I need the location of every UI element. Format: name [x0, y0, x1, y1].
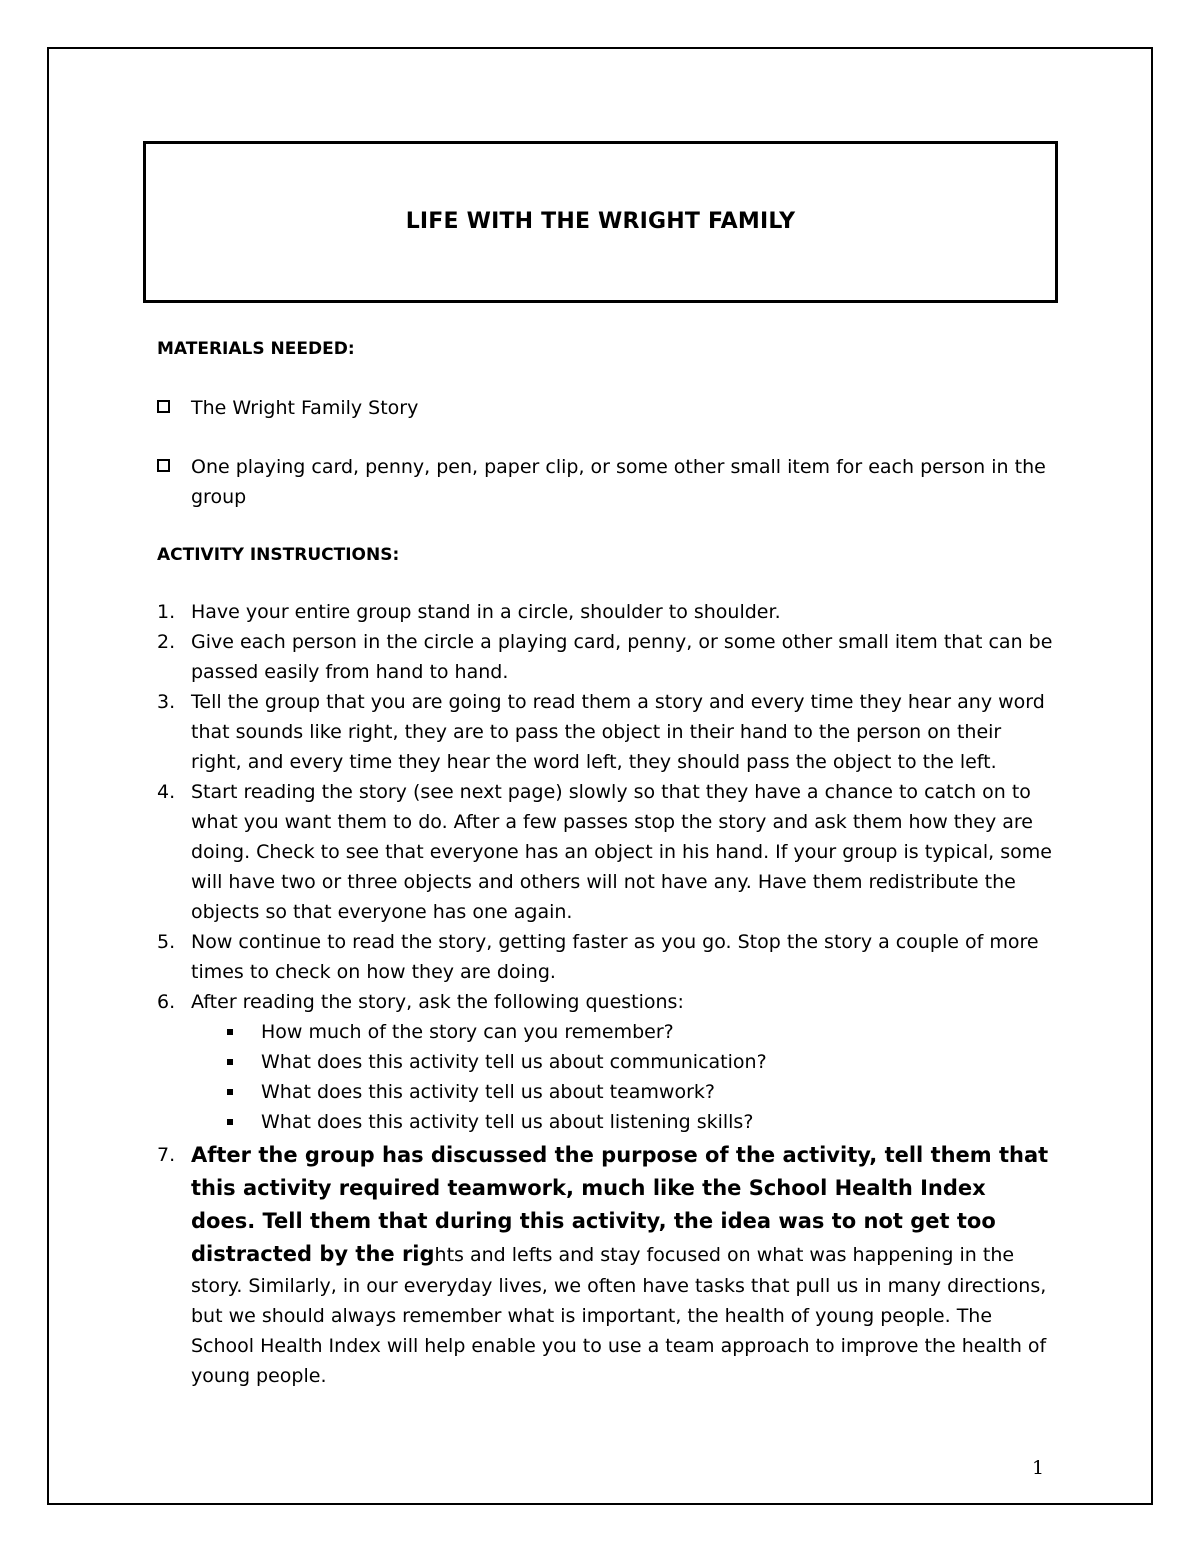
checkbox-icon — [157, 459, 170, 472]
step-item — [157, 597, 1057, 627]
step-text-bold: After the group has discussed the purpose of the activity, tell them that this activity required teamwork, much like the School Health Index does. Tell them that during this activity, the idea was to not get too distracted by the rig — [191, 1143, 1049, 1266]
step-number: 6. — [157, 991, 176, 1013]
step-item — [157, 777, 1057, 927]
materials-item-text: The Wright Family Story — [191, 397, 419, 419]
step-text: Tell the group that you are going to read them a story and every time they hear any word that sounds like right, they are to pass the object in their hand to the person on their right, and every time they hear the word left, they should pass the object to the left. — [191, 691, 1045, 773]
instructions-heading: ACTIVITY INSTRUCTIONS: — [157, 545, 400, 565]
step-item — [157, 987, 1057, 1137]
page-number: 1 — [1032, 1457, 1045, 1479]
bullet-icon — [227, 1029, 233, 1035]
step-item — [157, 627, 1057, 687]
step-item — [157, 927, 1057, 987]
instruction-steps — [157, 597, 1057, 1391]
question-text: How much of the story can you remember? — [261, 1021, 674, 1043]
step-number: 4. — [157, 781, 176, 803]
step-text: hts and lefts and stay focused on what was happening in the story. Similarly, in our everyday lives, we often have tasks that pull us in many directions, but we should always remember what is important, the health of young people. The School Health Index will help enable you to use a team approach to improve the health of young people. — [191, 1244, 1047, 1387]
materials-heading: MATERIALS NEEDED: — [157, 339, 355, 359]
step-text: Now continue to read the story, getting faster as you go. Stop the story a couple of more times to check on how they are doing. — [191, 931, 1039, 983]
question-text: What does this activity tell us about listening skills? — [261, 1111, 754, 1133]
step-number: 5. — [157, 931, 176, 953]
page-title: LIFE WITH THE WRIGHT FAMILY — [405, 208, 796, 234]
step-text: Give each person in the circle a playing card, penny, or some other small item that can be passed easily from hand to hand. — [191, 631, 1053, 683]
step-item — [157, 687, 1057, 777]
materials-item-text: One playing card, penny, pen, paper clip, or some other small item for each person in the group — [191, 456, 1046, 508]
step-number: 3. — [157, 691, 176, 713]
step-text: After reading the story, ask the following questions: — [191, 991, 684, 1013]
step-item — [157, 1139, 1057, 1391]
step-text: Start reading the story (see next page) slowly so that they have a chance to catch on to what you want them to do. After a few passes stop the story and ask them how they are doing. Check to see that everyone has an object in his hand. If your group is typical, some will have two or three objects and others will not have any. Have them redistribute the objects so that everyone has one again. — [191, 781, 1052, 923]
step-text: Have your entire group stand in a circle, shoulder to shoulder. — [191, 601, 781, 623]
question-item — [191, 1017, 1057, 1047]
question-text: What does this activity tell us about teamwork? — [261, 1081, 715, 1103]
question-list — [191, 1017, 1057, 1137]
question-text: What does this activity tell us about communication? — [261, 1051, 767, 1073]
bullet-icon — [227, 1059, 233, 1065]
bullet-icon — [227, 1089, 233, 1095]
title-box — [143, 141, 1058, 303]
step-number: 2. — [157, 631, 176, 653]
step-number: 7. — [157, 1144, 176, 1166]
step-number: 1. — [157, 601, 176, 623]
question-item — [191, 1047, 1057, 1077]
bullet-icon — [227, 1119, 233, 1125]
question-item — [191, 1107, 1057, 1137]
question-item — [191, 1077, 1057, 1107]
checkbox-icon — [157, 400, 170, 413]
